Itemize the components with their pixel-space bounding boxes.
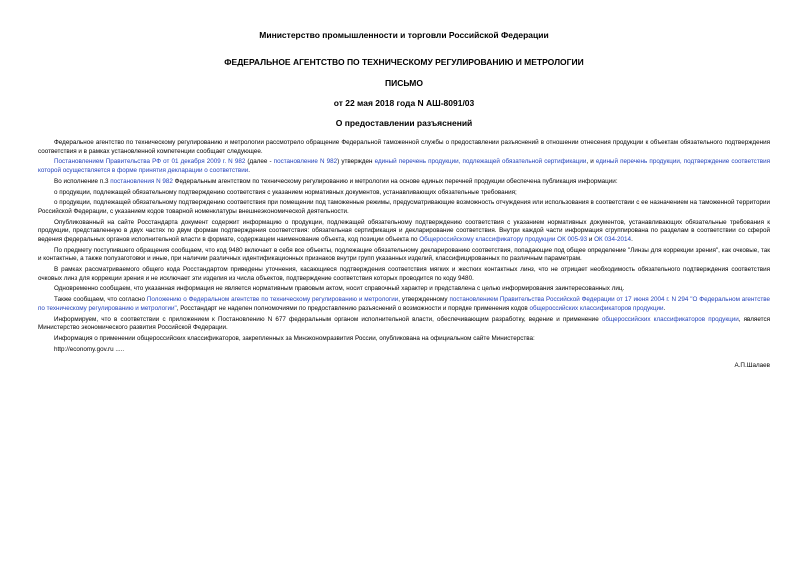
paragraph-text: Федеральным агентством по техническому регулированию и метрологии на основе единых перечней продукции обеспечена публикация информации:	[172, 177, 618, 185]
paragraph-text: .	[631, 235, 633, 243]
paragraph-6	[38, 219, 770, 245]
paragraph-12: Информация о применении общероссийских классификаторов, закрепленных за Минэкономразвития России, опубликована на официальном сайте Министерства:	[54, 334, 535, 342]
paragraph-text: .	[663, 304, 666, 312]
letter-body	[38, 139, 770, 354]
paragraph-5: о продукции, подлежащей обязательному подтверждению соответствия при помещении под таможенные режимы, предусматривающие возможность отчуждения или использования в соответствии с ее назначением на таможенной территории Российской Федерации, с указанием кодов товарной номенклатуры внешнеэкономической деятельности.	[38, 199, 770, 215]
paragraph-10	[38, 296, 770, 313]
agency-name: ФЕДЕРАЛЬНОЕ АГЕНТСТВО ПО ТЕХНИЧЕСКОМУ РЕГУЛИРОВАНИЮ И МЕТРОЛОГИИ	[224, 57, 584, 67]
paragraph-text: .	[248, 166, 250, 174]
paragraph-text: Опубликованный на сайте Росстандарта документ содержит информацию о продукции, подлежащей обязательному подтверждению соответствия с указанием нормативных документов, устанавливающих обязательные требования к продукции, представленную в двух частях по двум формам подтверждения соответствия: обязательная сертификация и декларирование соответствия. Внутри каждой части информация сгруппирована по разделам в соответствии со сферой ведения федеральных органов исполнительной власти в формате, содержащем наименование объекта, код позиции объекта по	[38, 218, 770, 243]
link-ok-005-93[interactable]: Общероссийскому классификатору продукции ОК 005-93	[419, 235, 588, 243]
paragraph-text: Информируем, что в соответствии с приложением к Постановлению N 677 федеральным органом исполнительной власти, обеспечивающим разработку, ведение и применение	[54, 315, 602, 323]
link-certification-list[interactable]: единый перечень продукции, подлежащей обязательной сертификации	[374, 158, 587, 166]
link-product-classifiers[interactable]: общероссийских классификаторов продукции	[529, 304, 664, 312]
paragraph-2	[38, 158, 770, 175]
link-agency-regulation[interactable]: Положению о Федеральном агентстве по техническому регулированию и метрологии	[146, 296, 399, 304]
paragraph-text: и	[587, 235, 595, 243]
paragraph-text: ) утвержден	[337, 158, 375, 166]
link-resolution-982-p3[interactable]: постановления N 982	[110, 177, 173, 185]
document-date-number: от 22 мая 2018 года N АШ-8091/03	[333, 98, 475, 108]
link-resolution-982[interactable]: Постановлением Правительства РФ от 01 декабря 2009 г. N 982	[54, 158, 246, 166]
paragraph-11	[38, 316, 770, 333]
link-resolution-982-short[interactable]: постановление N 982	[273, 158, 338, 166]
document-subject: О предоставлении разъяснений	[335, 118, 473, 128]
signature: А.П.Шалаев	[734, 362, 770, 370]
ministry-url: http://economy.gov.ru .....	[54, 345, 125, 353]
paragraph-7: По предмету поступившего обращения сообщаем, что код 9480 включает в себя все объекты, подлежащие обязательному декларированию соответствия, попадающие под общее определение "Линзы для коррекции зрения", как очковые, так и контактные, а также полузаготовки и иные, при наличии различных идентификационных признаков внутри групп указанных изделий, классифицированных по различным параметрам.	[38, 246, 770, 263]
document-page	[38, 30, 770, 370]
paragraph-8: В рамках рассматриваемого общего кода Росстандартом приведены уточнения, касающиеся подтверждения соответствия мягких и жестких контактных линз, что не отрицает необходимость обязательного подтверждения соответствия очковых линз для коррекции зрения и не исключает эти изделия из числа объектов, подтверждение соответствия которых проводится по коду 9480.	[38, 266, 770, 282]
ministry-name: Министерство промышленности и торговли Российской Федерации	[259, 30, 549, 40]
paragraph-text: Также сообщаем, что согласно	[54, 296, 147, 304]
document-type: ПИСЬМО	[385, 78, 423, 88]
paragraph-text: , является Министерство экономического развития Российской Федерации.	[38, 315, 770, 332]
paragraph-3	[38, 178, 770, 187]
paragraph-text: , утвержденному	[398, 296, 450, 304]
paragraph-4: о продукции, подлежащей обязательному подтверждению соответствия с указанием нормативных документов, устанавливающих обязательные требования;	[54, 188, 517, 196]
link-resolution-294[interactable]: постановлением Правительства Российской Федерации от 17 июня 2004 г. N 294 "О Федеральном агентстве по техническому регулированию и метрологии"	[38, 296, 771, 312]
paragraph-9: Одновременно сообщаем, что указанная информация не является нормативным правовым актом, носит справочный характер и представлена с целью информирования заинтересованных лиц.	[54, 285, 625, 293]
link-product-classifiers-2[interactable]: общероссийских классификаторов продукции	[601, 315, 739, 323]
link-ok-034-2014[interactable]: ОК 034-2014	[594, 235, 632, 243]
paragraph-text: Во исполнение п.3	[54, 177, 111, 185]
paragraph-text: , Росстандарт не наделен полномочиями по предоставлению разъяснений о возможности и порядке применения кодов	[176, 304, 530, 312]
paragraph-text: , и	[586, 158, 596, 166]
paragraph-1: Федеральное агентство по техническому регулированию и метрологии рассмотрело обращение Федеральной таможенной службы о предоставлении разъяснений в отношении отнесения продукции к объектам обязательного подтверждения соответствия и в рамках установленной компетенции сообщает следующее.	[38, 139, 770, 155]
link-declaration-list[interactable]: единый перечень продукции, подтверждение соответствия которой осуществляется в форме принятия декларации о соответствии	[38, 158, 770, 174]
paragraph-text: (далее -	[245, 158, 274, 166]
